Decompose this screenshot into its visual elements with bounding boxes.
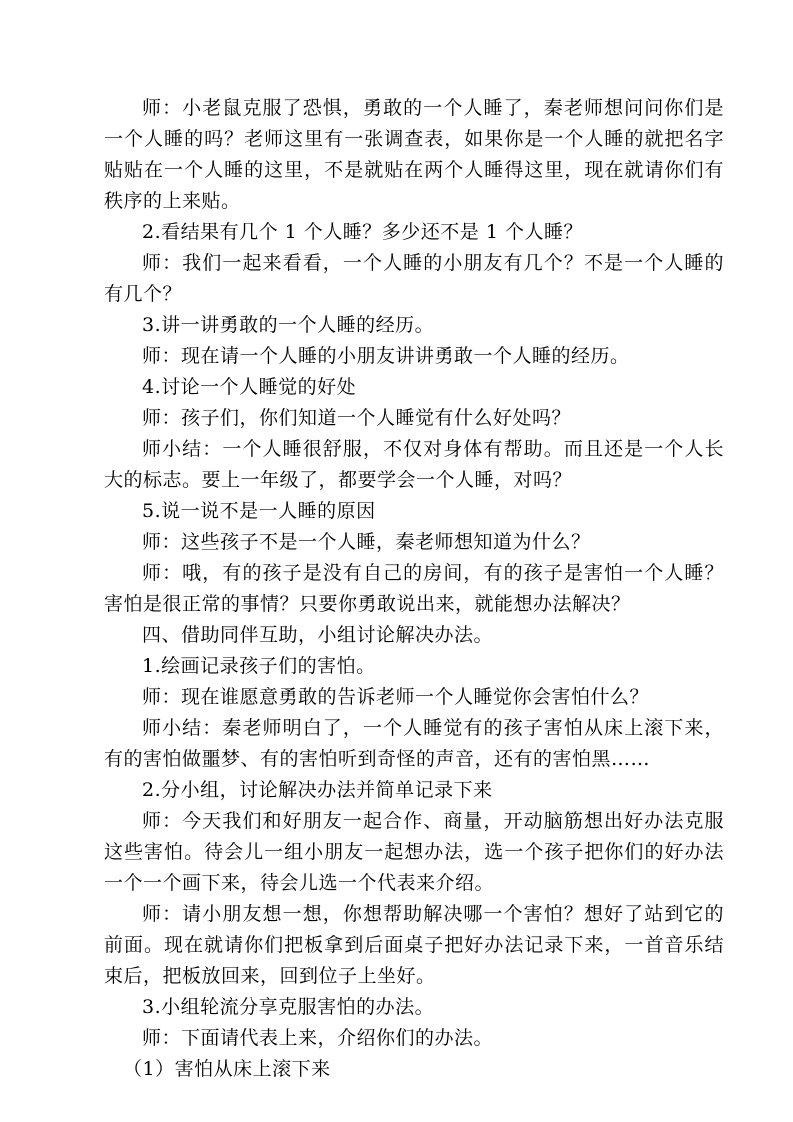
paragraph-teacher-group-work: 师：今天我们和好朋友一起合作、商量，开动脑筋想出好办法克服这些害怕。待会儿一组小朋友一起想办法，选一个孩子把你们的好办法一个一个画下来，待会儿选一个代表来介绍。 [104, 810, 724, 894]
paragraph-teacher-benefits: 师：孩子们，你们知道一个人睡觉有什么好处吗？ [142, 407, 572, 429]
paragraph-teacher-count: 师：我们一起来看看，一个人睡的小朋友有几个？不是一个人睡的有几个？ [104, 252, 724, 305]
paragraph-teacher-summary-1: 师小结：一个人睡很舒服，不仅对身体有帮助。而且还是一个人长大的标志。要上一年级了，都要学会一个人睡，对吗？ [104, 438, 724, 491]
paragraph-sub-1-heading: 1.绘画记录孩子们的害怕。 [142, 655, 376, 677]
paragraph-teacher-experience: 师：现在请一个人睡的小朋友讲讲勇敢一个人睡的经历。 [142, 345, 630, 367]
paragraph-section-4-heading: 四、借助同伴互助，小组讨论解决办法。 [142, 624, 494, 646]
paragraph-step-4-heading: 4.讨论一个人睡觉的好处 [142, 376, 357, 398]
document-body [104, 93, 724, 1085]
paragraph-step-2-heading: 2.看结果有几个 1 个人睡？多少还不是 1 个人睡？ [142, 221, 583, 243]
paragraph-step-3-heading: 3.讲一讲勇敢的一个人睡的经历。 [142, 314, 435, 336]
paragraph-teacher-instructions: 师：请小朋友想一想，你想帮助解决哪一个害怕？想好了站到它的前面。现在就请你们把板拿到后面桌子把好办法记录下来，一首音乐结束后，把板放回来，回到位子上坐好。 [104, 903, 724, 987]
paragraph-teacher-why: 师：这些孩子不是一个人睡，秦老师想知道为什么？ [142, 531, 591, 553]
paragraph-teacher-ask-fear: 师：现在谁愿意勇敢的告诉老师一个人睡觉你会害怕什么？ [142, 686, 650, 708]
paragraph-teacher-summary-2: 师小结：秦老师明白了，一个人睡觉有的孩子害怕从床上滚下来，有的害怕做噩梦、有的害怕听到奇怪的声音，还有的害怕黑…… [104, 717, 724, 770]
paragraph-teacher-fear: 师：哦，有的孩子是没有自己的房间，有的孩子是害怕一个人睡？害怕是很正常的事情？只要你勇敢说出来，就能想办法解决？ [104, 562, 724, 615]
paragraph-teacher-intro: 师：小老鼠克服了恐惧，勇敢的一个人睡了，秦老师想问问你们是一个人睡的吗？老师这里有一张调查表，如果你是一个人睡的就把名字贴贴在一个人睡的这里，不是就贴在两个人睡得这里，现在就请你们有秩序的上来贴。 [104, 97, 724, 212]
paragraph-item-1: （1）害怕从床上滚下来 [123, 1058, 331, 1080]
paragraph-sub-2-heading: 2.分小组，讨论解决办法并简单记录下来 [142, 779, 493, 801]
paragraph-sub-3-heading: 3.小组轮流分享克服害怕的办法。 [142, 996, 435, 1018]
paragraph-step-5-heading: 5.说一说不是一人睡的原因 [142, 500, 376, 522]
paragraph-teacher-representatives: 师：下面请代表上来，介绍你们的办法。 [142, 1027, 494, 1049]
